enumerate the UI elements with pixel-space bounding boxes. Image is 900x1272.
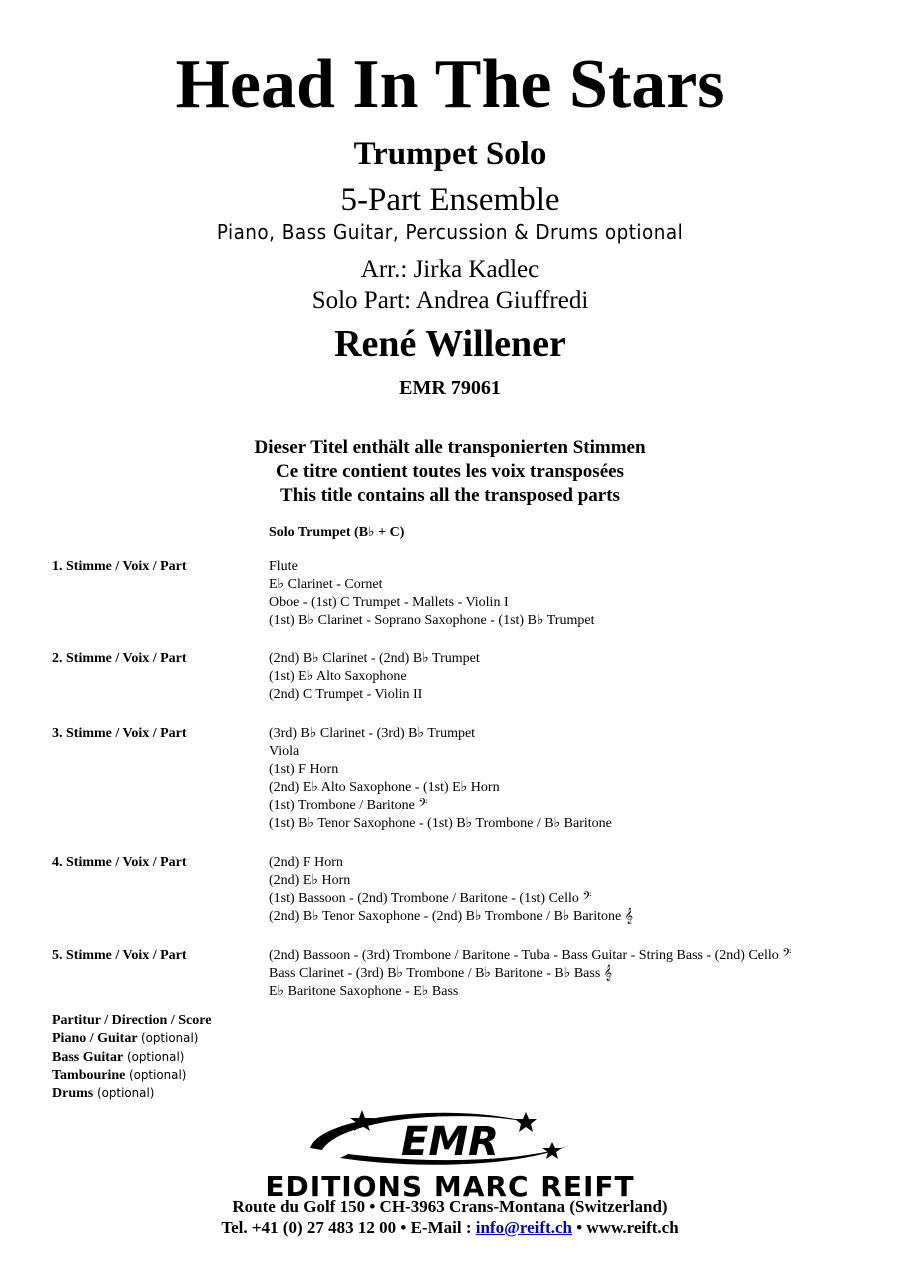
notice-french: Ce titre contient toutes les voix transposées — [276, 461, 624, 482]
score-title: Head In The Stars — [175, 46, 725, 123]
part-group-label: 1. Stimme / Voix / Part — [52, 559, 187, 574]
part-item: (3rd) B♭ Clarinet - (3rd) B♭ Trumpet — [269, 726, 476, 741]
part-item: (2nd) E♭ Alto Saxophone - (1st) E♭ Horn — [269, 780, 500, 795]
composer: René Willener — [334, 323, 566, 365]
score-item-name: Bass Guitar — [52, 1049, 124, 1065]
part-item: E♭ Baritone Saxophone - E♭ Bass — [269, 984, 459, 999]
score-item-name: Drums — [52, 1086, 94, 1102]
part-group-label: 3. Stimme / Voix / Part — [52, 726, 187, 741]
logo-text: EMR — [401, 1119, 499, 1165]
part-item: (1st) B♭ Clarinet - Soprano Saxophone - (1st) B♭ Trumpet — [269, 613, 595, 628]
ensemble-size: 5-Part Ensemble — [340, 182, 560, 218]
part-item: (1st) Trombone / Baritone 𝄢 — [269, 798, 428, 813]
part-item: (2nd) E♭ Horn — [269, 873, 351, 888]
publisher-logo — [300, 1108, 600, 1170]
part-group-list — [269, 947, 791, 1001]
part-item: (2nd) B♭ Tenor Saxophone - (2nd) B♭ Trombone / B♭ Baritone 𝄞 — [269, 909, 633, 924]
publisher-address: Route du Golf 150 • CH-3963 Crans-Montana (Switzerland) — [232, 1197, 668, 1216]
score-item-note: (optional) — [128, 1066, 187, 1082]
part-item: (1st) E♭ Alto Saxophone — [269, 669, 407, 684]
part-item: E♭ Clarinet - Cornet — [269, 577, 383, 592]
part-item: (2nd) Bassoon - (3rd) Trombone / Baritone - Tuba - Bass Guitar - String Bass - (2nd) Cello 𝄢 — [269, 948, 792, 963]
part-group-list — [269, 725, 612, 833]
score-item — [52, 1084, 211, 1102]
publisher-contact — [0, 1218, 900, 1238]
part-item: (1st) F Horn — [269, 762, 339, 777]
telephone-text: Tel. +41 (0) 27 483 12 00 • E-Mail : — [221, 1218, 476, 1237]
notice-english: This title contains all the transposed parts — [280, 485, 620, 506]
part-group-list — [269, 854, 633, 926]
score-item-note: (optional) — [96, 1085, 155, 1101]
part-item: (2nd) C Trumpet - Violin II — [269, 687, 423, 702]
solo-instrument: Trumpet Solo — [353, 136, 547, 172]
score-item-name: Tambourine — [52, 1067, 126, 1083]
part-item: Oboe - (1st) C Trumpet - Mallets - Violin I — [269, 595, 509, 610]
part-item: Viola — [269, 744, 300, 759]
score-parts-list — [52, 1012, 211, 1102]
solo-part-header: Solo Trumpet (B♭ + C) — [269, 525, 405, 540]
solo-part-credit: Solo Part: Andrea Giuffredi — [311, 287, 589, 314]
part-item: Bass Clarinet - (3rd) B♭ Trombone / B♭ Baritone - B♭ Bass 𝄞 — [269, 966, 613, 981]
part-group-list — [269, 558, 594, 630]
part-item: (1st) Bassoon - (2nd) Trombone / Baritone - (1st) Cello 𝄢 — [269, 891, 592, 906]
website-text: • www.reift.ch — [571, 1218, 679, 1237]
score-item-name: Partitur / Direction / Score — [52, 1013, 212, 1028]
part-group-label: 2. Stimme / Voix / Part — [52, 651, 187, 666]
arranger: Arr.: Jirka Kadlec — [360, 256, 540, 283]
part-group-list — [269, 650, 480, 704]
part-item: (2nd) F Horn — [269, 855, 343, 870]
score-item — [52, 1012, 211, 1029]
optional-instruments: Piano, Bass Guitar, Percussion & Drums optional — [216, 220, 684, 244]
part-item: (2nd) B♭ Clarinet - (2nd) B♭ Trumpet — [269, 651, 480, 666]
part-group-label: 5. Stimme / Voix / Part — [52, 948, 187, 963]
score-item-name: Piano / Guitar — [52, 1031, 138, 1047]
notice-german: Dieser Titel enthält alle transponierten Stimmen — [254, 437, 646, 458]
score-item-note: (optional) — [141, 1030, 199, 1046]
score-item — [52, 1048, 211, 1066]
email-link[interactable]: info@reift.ch — [475, 1218, 572, 1237]
score-item — [52, 1066, 211, 1084]
emr-logo-icon — [300, 1108, 600, 1170]
part-group-label: 4. Stimme / Voix / Part — [52, 855, 187, 870]
publisher-name: EDITIONS MARC REIFT — [265, 1170, 635, 1203]
part-item: (1st) B♭ Tenor Saxophone - (1st) B♭ Trombone / B♭ Baritone — [269, 816, 612, 831]
score-item — [52, 1029, 211, 1047]
part-item: Flute — [269, 559, 298, 574]
score-item-note: (optional) — [126, 1048, 185, 1064]
catalog-number: EMR 79061 — [399, 377, 501, 399]
